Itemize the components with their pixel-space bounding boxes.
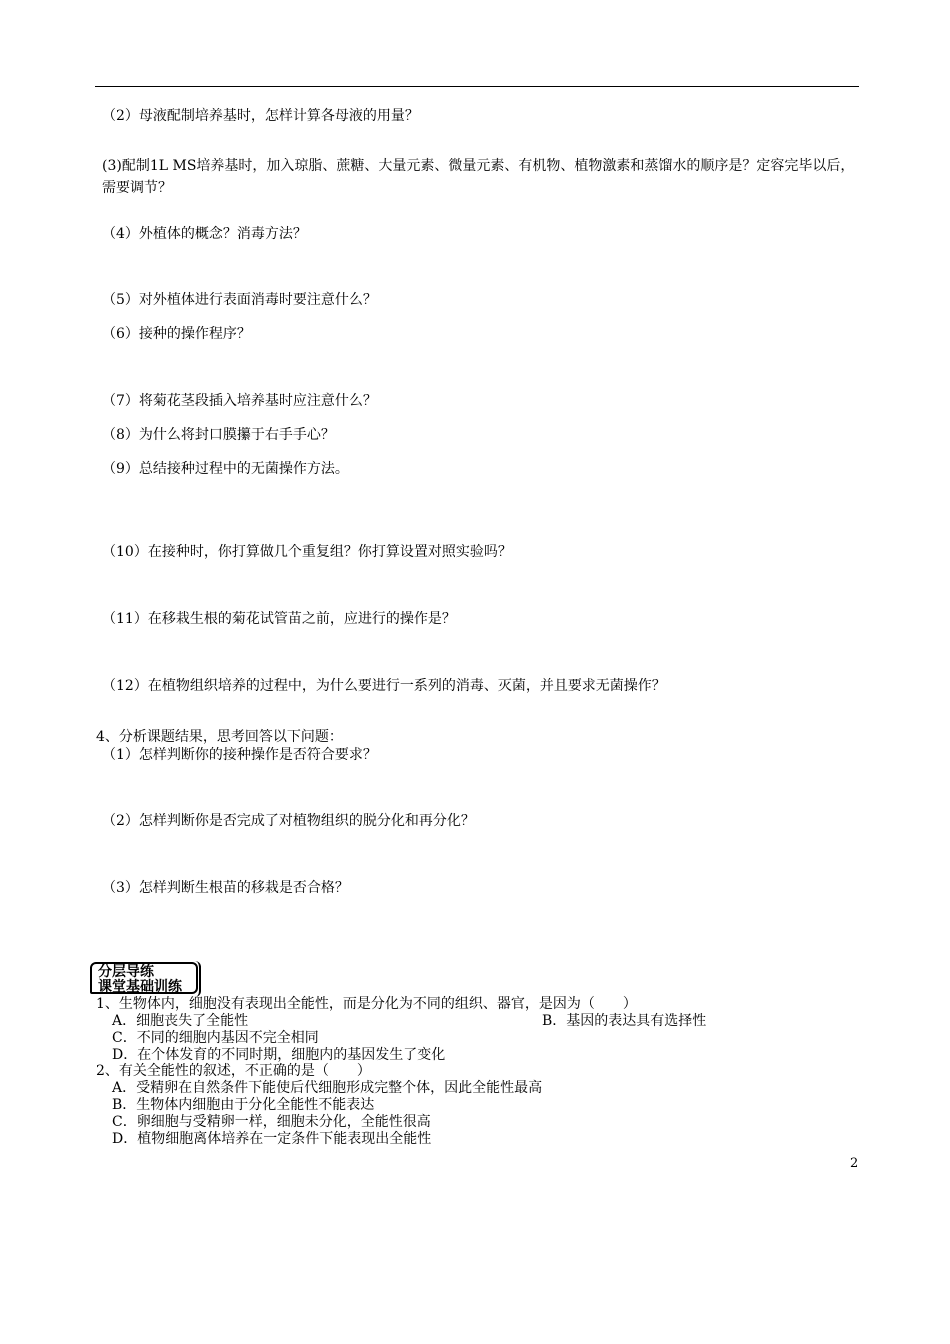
question-7: （7）将菊花茎段插入培养基时应注意什么？: [102, 393, 377, 409]
question-11: （11）在移栽生根的菊花试管苗之前，应进行的操作是？: [102, 611, 456, 627]
section4-item-1: （1）怎样判断你的接种操作是否符合要求？: [102, 747, 377, 763]
exercise-2-option-c: C．卵细胞与受精卵一样，细胞未分化，全能性很高: [112, 1114, 431, 1130]
question-12: （12）在植物组织培养的过程中，为什么要进行一系列的消毒、灭菌，并且要求无菌操作？: [102, 678, 666, 694]
question-10: （10）在接种时，你打算做几个重复组？你打算设置对照实验吗？: [102, 544, 512, 560]
exercise-2-option-a: A．受精卵在自然条件下能使后代细胞形成完整个体，因此全能性最高: [112, 1080, 543, 1096]
section4-item-2: （2）怎样判断你是否完成了对植物组织的脱分化和再分化？: [102, 813, 475, 829]
question-5: （5）对外植体进行表面消毒时要注意什么？: [102, 292, 377, 308]
section-badge: [90, 962, 198, 994]
exercise-2-option-d: D．植物细胞离体培养在一定条件下能表现出全能性: [112, 1131, 432, 1147]
exercise-1-option-c: C．不同的细胞内基因不完全相同: [112, 1030, 319, 1046]
exercise-1-stem: 1、生物体内，细胞没有表现出全能性，而是分化为不同的组织、器官，是因为（ ）: [96, 996, 637, 1012]
question-9: （9）总结接种过程中的无菌操作方法。: [102, 461, 349, 477]
section4-intro: 4、分析课题结果，思考回答以下问题：: [96, 729, 343, 745]
header-rule: [95, 86, 859, 87]
question-2: （2）母液配制培养基时，怎样计算各母液的用量？: [102, 108, 419, 124]
question-8: （8）为什么将封口膜攥于右手手心？: [102, 427, 335, 443]
question-3: (3)配制1L MS培养基时，加入琼脂、蔗糖、大量元素、微量元素、有机物、植物激素和蒸馏水的顺序是？定容完毕以后，需要调节？: [102, 158, 855, 196]
question-6: （6）接种的操作程序？: [102, 326, 251, 342]
badge-line-2: 课堂基础训练: [98, 979, 182, 995]
question-4: （4）外植体的概念？消毒方法？: [102, 226, 307, 242]
page-number: 2: [850, 1156, 859, 1171]
exercise-2-option-b: B．生物体内细胞由于分化全能性不能表达: [112, 1097, 375, 1113]
exercise-1-option-a: A．细胞丧失了全能性: [112, 1013, 249, 1029]
badge-line-1: 分层导练: [98, 964, 154, 980]
exercise-1-option-b: B．基因的表达具有选择性: [542, 1013, 707, 1029]
section4-item-3: （3）怎样判断生根苗的移栽是否合格？: [102, 880, 349, 896]
exercise-1-option-d: D．在个体发育的不同时期，细胞内的基因发生了变化: [112, 1047, 446, 1063]
exercise-2-stem: 2、有关全能性的叙述，不正确的是（ ）: [96, 1063, 371, 1079]
exercise-1-options-row: [112, 1013, 712, 1030]
